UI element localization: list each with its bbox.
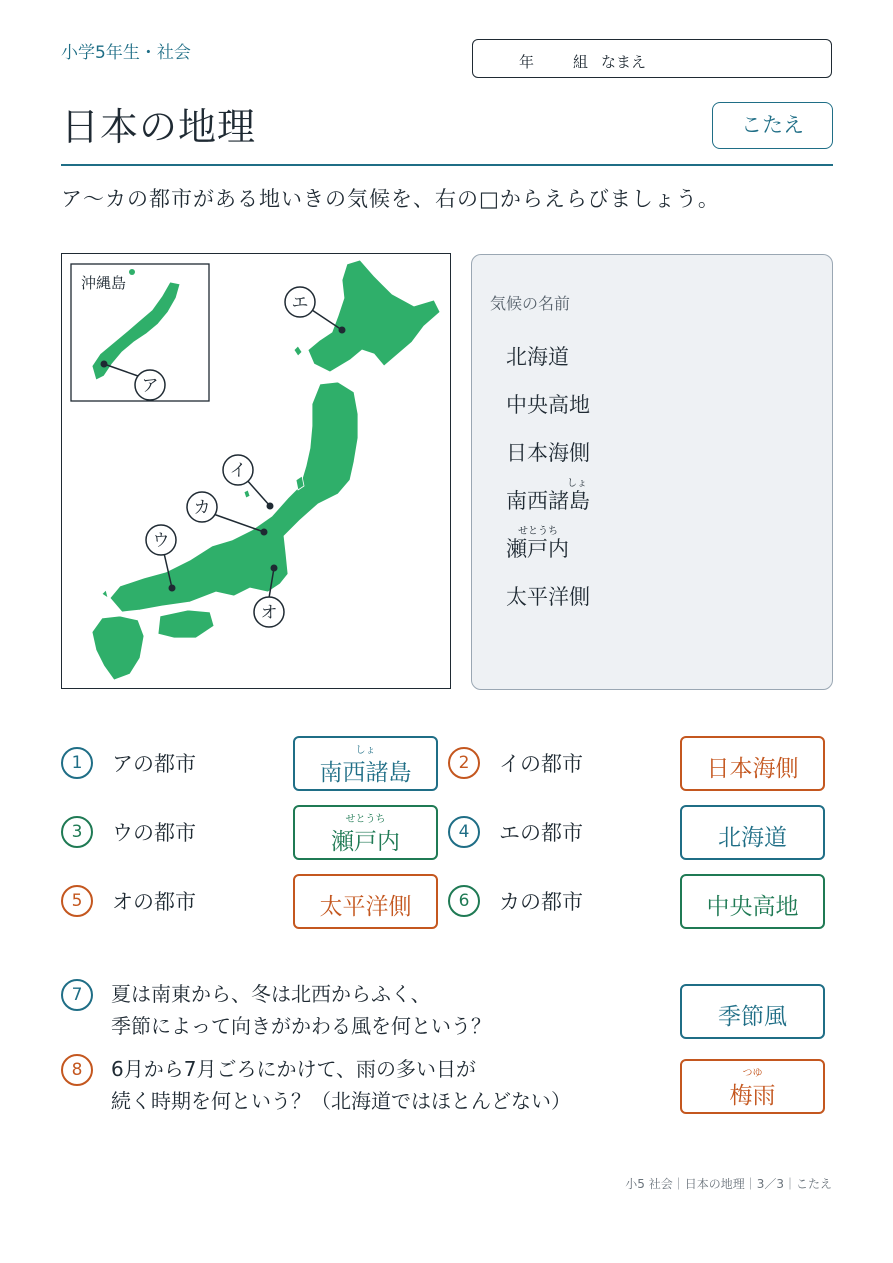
climate-box-heading: 気候の名前 xyxy=(490,294,571,313)
marker-dot-o xyxy=(271,565,278,572)
answer-text: 日本海側 xyxy=(706,756,799,782)
climate-item: 中央高地 xyxy=(506,393,590,417)
marker-dot-i xyxy=(267,503,274,510)
marker-label-i: イ xyxy=(229,461,247,481)
answer-box xyxy=(293,805,438,860)
climate-item-ruby: せとうち xyxy=(518,526,558,537)
question-number: 3 xyxy=(61,816,93,848)
answer-box xyxy=(680,805,825,860)
marker-label-a: ア xyxy=(141,376,159,396)
answer-text: 季節風 xyxy=(718,1004,787,1030)
name-label: なまえ xyxy=(601,53,647,71)
question-number: 5 xyxy=(61,885,93,917)
climate-item: 瀬戸内 xyxy=(506,537,569,561)
answer-text: 南西諸島 xyxy=(319,760,412,786)
marker-dot-e xyxy=(339,327,346,334)
question-number: 2 xyxy=(448,747,480,779)
answer-text: 太平洋側 xyxy=(319,894,412,920)
okinawa-label: 沖縄島 xyxy=(81,274,127,292)
answer-box xyxy=(680,984,825,1039)
question-text: 続く時期を何という？（北海道ではほとんどない） xyxy=(111,1089,571,1113)
question-label: アの都市 xyxy=(112,752,196,776)
answer-box xyxy=(680,874,825,929)
marker-label-u: ウ xyxy=(152,531,170,551)
question-label: ウの都市 xyxy=(112,821,196,845)
answer-box xyxy=(293,736,438,791)
answer-ruby: せとうち xyxy=(345,814,386,825)
year-label: 年 xyxy=(519,53,535,71)
climate-item-ruby: しょ xyxy=(567,478,587,489)
marker-label-e: エ xyxy=(291,293,309,313)
question-number: 4 xyxy=(448,816,480,848)
hokkaido-shape xyxy=(308,260,440,372)
climate-item: 南西諸島 xyxy=(506,489,590,513)
question-label: オの都市 xyxy=(112,890,196,914)
question-number: 6 xyxy=(448,885,480,917)
answer-box xyxy=(680,1059,825,1114)
answer-badge: こたえ xyxy=(712,102,833,149)
kyushu-shape xyxy=(92,616,144,680)
answer-text: 北海道 xyxy=(718,825,787,851)
marker-dot-ka xyxy=(261,529,268,536)
climate-names-box xyxy=(471,254,833,690)
grade-label: 小学5年生・社会 xyxy=(61,43,191,63)
honshu-shape xyxy=(110,382,358,612)
japan-map-svg xyxy=(62,254,451,689)
question-number: 1 xyxy=(61,747,93,779)
climate-item: 太平洋側 xyxy=(506,585,590,609)
class-label: 組 xyxy=(573,53,589,71)
answer-text: 瀬戸内 xyxy=(331,829,400,855)
answer-text: 梅雨 xyxy=(729,1083,776,1109)
question-label: カの都市 xyxy=(499,890,583,914)
japan-map xyxy=(61,253,451,689)
question-label: イの都市 xyxy=(499,752,583,776)
title-divider xyxy=(61,164,833,166)
marker-dot-u xyxy=(169,585,176,592)
name-field[interactable] xyxy=(472,39,832,78)
page-footer: 小5 社会｜日本の地理｜3／3｜こたえ xyxy=(625,1177,832,1191)
marker-label-o: オ xyxy=(260,603,278,623)
question-text: 6月から7月ごろにかけて、雨の多い日が xyxy=(111,1057,477,1081)
question-label: エの都市 xyxy=(499,821,583,845)
question-text: 季節によって向きがかわる風を何という？ xyxy=(111,1014,491,1038)
shikoku-shape xyxy=(158,610,214,638)
instruction-text: ア～カの都市がある地いきの気候を、右の□からえらびましょう。 xyxy=(61,187,720,211)
marker-label-ka: カ xyxy=(193,498,211,518)
answer-ruby: つゆ xyxy=(742,1068,763,1079)
page-title: 日本の地理 xyxy=(61,105,257,149)
answer-text: 中央高地 xyxy=(706,894,799,920)
question-number: 7 xyxy=(61,979,93,1011)
answer-box xyxy=(680,736,825,791)
question-text: 夏は南東から、冬は北西からふく、 xyxy=(111,982,431,1006)
answer-ruby: しょ xyxy=(355,745,376,756)
answer-box xyxy=(293,874,438,929)
climate-item: 日本海側 xyxy=(506,441,590,465)
marker-dot-a xyxy=(101,361,108,368)
question-number: 8 xyxy=(61,1054,93,1086)
climate-item: 北海道 xyxy=(506,345,569,369)
